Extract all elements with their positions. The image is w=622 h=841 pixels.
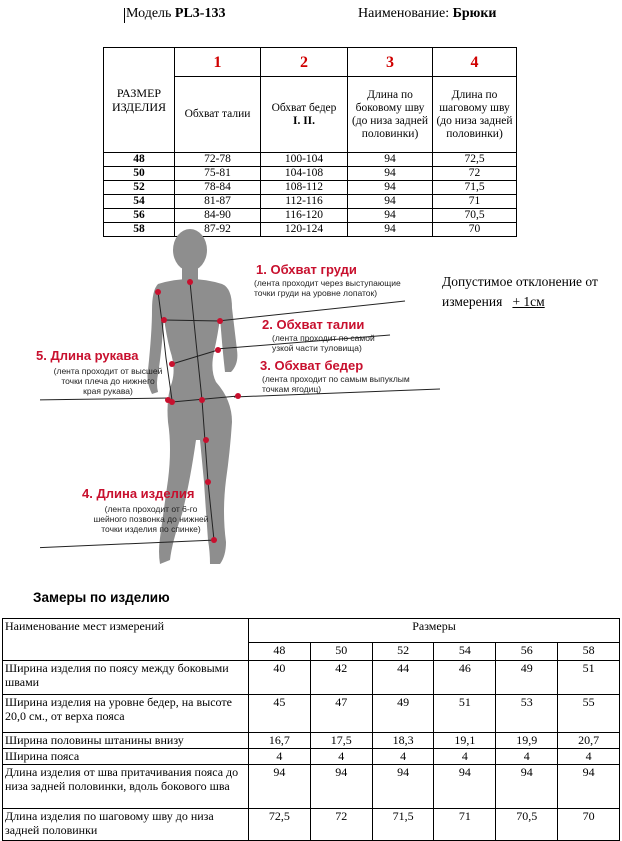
- measure-name: Ширина половины штанины внизу: [3, 733, 249, 749]
- measures-size: 58: [558, 643, 620, 661]
- size-cell: 78-84: [175, 181, 261, 195]
- measures-size: 56: [496, 643, 558, 661]
- measures-row: [3, 695, 620, 733]
- size-row: [104, 153, 517, 167]
- size-cell: 72,5: [433, 153, 517, 167]
- size-cell: 71: [433, 195, 517, 209]
- measure-value: 4: [372, 749, 434, 765]
- text-cursor: [124, 8, 125, 23]
- measure-value: 70,5: [496, 809, 558, 841]
- measure-value: 94: [434, 765, 496, 809]
- measures-table: [2, 618, 620, 841]
- m2-title: 2. Обхват талии: [262, 317, 365, 332]
- measures-size: 50: [310, 643, 372, 661]
- measures-row: [3, 765, 620, 809]
- measure-value: 70: [558, 809, 620, 841]
- size-cell: 70,5: [433, 209, 517, 223]
- col-label: Обхват бедер I. II.: [261, 77, 348, 153]
- size-cell: 72-78: [175, 153, 261, 167]
- size-cell: 75-81: [175, 167, 261, 181]
- measures-name-header: Наименование мест измерений: [3, 619, 249, 661]
- tolerance-note: [442, 272, 622, 312]
- measure-value: 49: [496, 661, 558, 695]
- size-cell: 104-108: [261, 167, 348, 181]
- measure-value: 20,7: [558, 733, 620, 749]
- col-num: 4: [433, 48, 517, 77]
- size-row: [104, 209, 517, 223]
- col-label: Обхват талии: [175, 77, 261, 153]
- measures-size: 52: [372, 643, 434, 661]
- size-row: [104, 167, 517, 181]
- size-value: 54: [104, 195, 175, 209]
- size-cell: 100-104: [261, 153, 348, 167]
- col-num: 1: [175, 48, 261, 77]
- m5-desc: (лента проходит от высшей точки плеча до нижнего края рукава): [53, 366, 163, 396]
- col-num: 3: [348, 48, 433, 77]
- size-cell: 71,5: [433, 181, 517, 195]
- m3-title: 3. Обхват бедер: [260, 358, 364, 373]
- measure-value: 18,3: [372, 733, 434, 749]
- m1-title: 1. Обхват груди: [256, 262, 357, 277]
- measure-value: 40: [249, 661, 311, 695]
- measure-value: 17,5: [310, 733, 372, 749]
- measures-row: [3, 733, 620, 749]
- tolerance-line2: измерения + 1см: [442, 294, 545, 309]
- measure-value: 4: [558, 749, 620, 765]
- measure-value: 94: [310, 765, 372, 809]
- measure-value: 4: [496, 749, 558, 765]
- size-cell: 84-90: [175, 209, 261, 223]
- measure-name: Длина изделия по шаговому шву до низа задней половинки: [3, 809, 249, 841]
- measure-value: 55: [558, 695, 620, 733]
- measures-size: 54: [434, 643, 496, 661]
- measure-value: 4: [310, 749, 372, 765]
- size-cell: 70: [433, 223, 517, 237]
- col-label: Длина по боковому шву (до низа задней половинки): [348, 77, 433, 153]
- measures-size: 48: [249, 643, 311, 661]
- measure-value: 53: [496, 695, 558, 733]
- measure-value: 71,5: [372, 809, 434, 841]
- measure-name: Ширина изделия по поясу между боковыми швами: [3, 661, 249, 695]
- measure-name: Ширина пояса: [3, 749, 249, 765]
- measures-row: [3, 749, 620, 765]
- measure-value: 51: [558, 661, 620, 695]
- measure-value: 51: [434, 695, 496, 733]
- measure-name: Длина изделия от шва притачивания пояса до низа задней половинки, вдоль бокового шва: [3, 765, 249, 809]
- measure-value: 94: [372, 765, 434, 809]
- size-value: 52: [104, 181, 175, 195]
- size-value: 50: [104, 167, 175, 181]
- size-cell: 94: [348, 209, 433, 223]
- size-cell: 120-124: [261, 223, 348, 237]
- measure-value: 72: [310, 809, 372, 841]
- size-table: [103, 47, 517, 237]
- size-value: 58: [104, 223, 175, 237]
- measure-value: 44: [372, 661, 434, 695]
- m2-desc: (лента проходит по самой узкой части туловища): [272, 333, 375, 353]
- measures-row: [3, 809, 620, 841]
- measure-value: 71: [434, 809, 496, 841]
- measure-value: 16,7: [249, 733, 311, 749]
- size-cell: 94: [348, 223, 433, 237]
- size-value: 48: [104, 153, 175, 167]
- m5-title: 5. Длина рукава: [36, 348, 139, 363]
- measure-value: 46: [434, 661, 496, 695]
- tolerance-value: + 1см: [512, 294, 545, 309]
- measures-row: [3, 661, 620, 695]
- measure-value: 94: [496, 765, 558, 809]
- measurement-figure: [36, 222, 460, 582]
- measure-value: 19,9: [496, 733, 558, 749]
- measures-sizes-header: Размеры: [249, 619, 620, 643]
- measure-value: 4: [249, 749, 311, 765]
- model-code: PL3-133: [174, 6, 226, 21]
- measure-value: 45: [249, 695, 311, 733]
- size-cell: 116-120: [261, 209, 348, 223]
- size-cell: 94: [348, 167, 433, 181]
- col-label: Длина по шаговому шву (до низа задней половинки): [433, 77, 517, 153]
- size-row: [104, 181, 517, 195]
- col-num: 2: [261, 48, 348, 77]
- m4-desc: (лента проходит от 6-го шейного позвонка до нижней точки изделия по спинке): [93, 504, 209, 534]
- size-row: [104, 195, 517, 209]
- tolerance-line1: Допустимое отклонение от: [442, 274, 598, 289]
- measure-value: 94: [558, 765, 620, 809]
- model-line: [126, 6, 225, 22]
- measure-value: 42: [310, 661, 372, 695]
- measure-value: 49: [372, 695, 434, 733]
- measure-value: 4: [434, 749, 496, 765]
- product-name: Брюки: [452, 6, 497, 21]
- measures-title: Замеры по изделию: [33, 590, 170, 605]
- size-cell: 72: [433, 167, 517, 181]
- measure-name: Ширина изделия на уровне бедер, на высоте 20,0 см., от верха пояса: [3, 695, 249, 733]
- size-cell: 94: [348, 153, 433, 167]
- measure-value: 94: [249, 765, 311, 809]
- m1-desc: (лента проходит через выступающие точки груди на уровне лопаток): [254, 278, 401, 298]
- size-cell: 112-116: [261, 195, 348, 209]
- measure-value: 47: [310, 695, 372, 733]
- m4-title: 4. Длина изделия: [82, 486, 195, 501]
- size-cell: 94: [348, 181, 433, 195]
- measure-value: 72,5: [249, 809, 311, 841]
- size-value: 56: [104, 209, 175, 223]
- m3-desc: (лента проходит по самым выпуклым точкам ягодиц): [262, 374, 410, 394]
- size-cell: 81-87: [175, 195, 261, 209]
- measure-value: 19,1: [434, 733, 496, 749]
- size-header: РАЗМЕР ИЗДЕЛИЯ: [104, 48, 175, 153]
- name-label: Наименование:: [358, 6, 453, 21]
- name-line: [358, 6, 496, 22]
- size-cell: 108-112: [261, 181, 348, 195]
- size-cell: 87-92: [175, 223, 261, 237]
- model-label: Модель: [126, 6, 175, 21]
- size-cell: 94: [348, 195, 433, 209]
